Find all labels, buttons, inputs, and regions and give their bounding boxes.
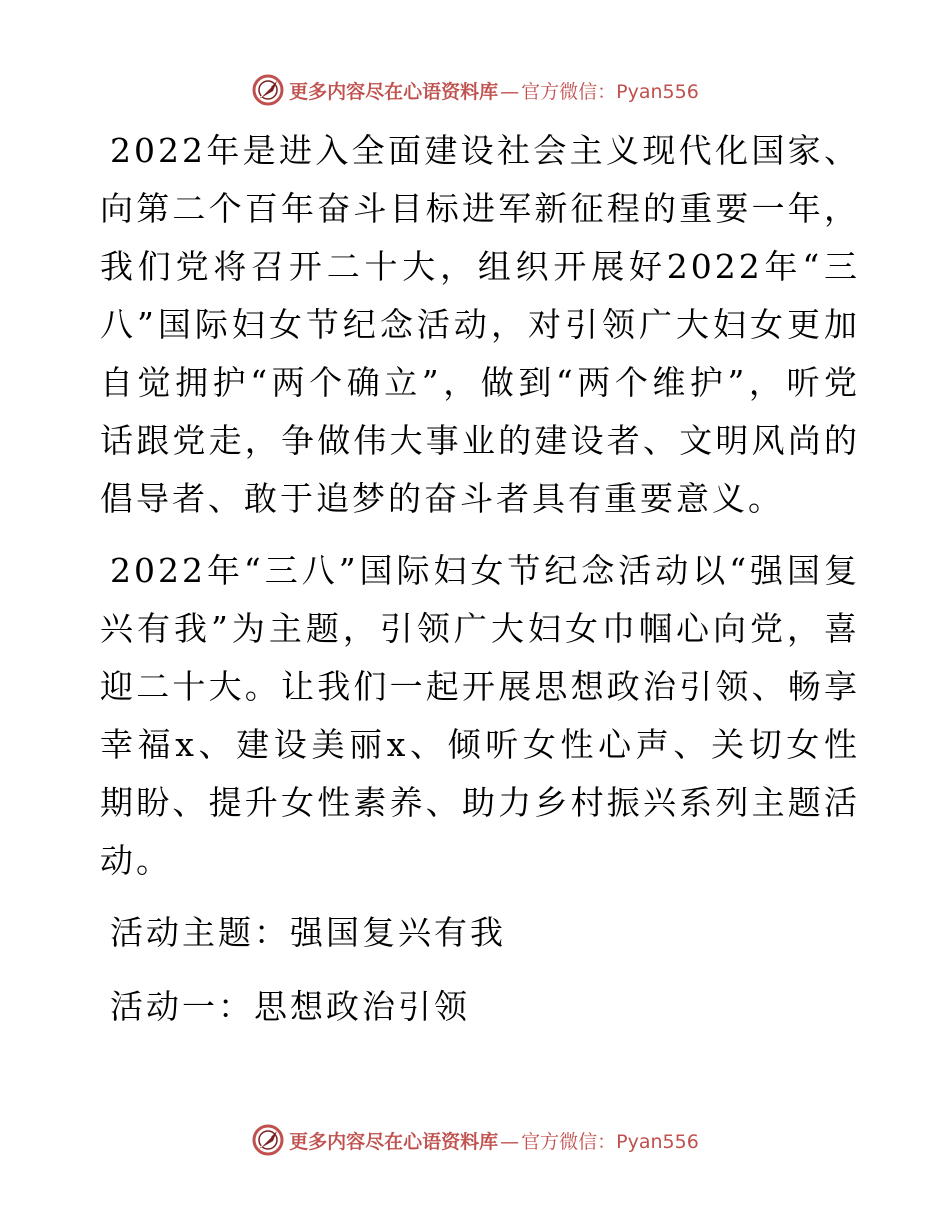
document-body [100,122,860,1052]
quill-logo-icon [251,1123,285,1157]
banner-contact-text: 官方微信：Pyan556 [521,80,699,103]
quill-logo-icon [251,73,285,107]
banner-main-text: 更多内容尽在心语资料库 [289,1130,499,1153]
banner-contact-text: 官方微信：Pyan556 [521,1130,699,1153]
body-paragraph-1: 2022年是进入全面建设社会主义现代化国家、向第二个百年奋斗目标进军新征程的重要一年，我们党将召开二十大，组织开展好2022年“三八”国际妇女节纪念活动，对引领广大妇女更加自觉拥护“两个确立”，做到“两个维护”，听党话跟党走，争做伟大事业的建设者、文明风尚的倡导者、敢于追梦的奋斗者具有重要意义。 [100,131,860,518]
header-watermark-banner [0,70,950,110]
banner-text [289,77,699,104]
banner-separator: — [500,80,520,103]
banner-separator: — [500,1130,520,1153]
activity-one-heading: 活动一：思想政治引领 [110,987,470,1026]
activity-theme-heading: 活动主题：强国复兴有我 [110,913,506,952]
footer-watermark-banner [0,1120,950,1160]
banner-main-text: 更多内容尽在心语资料库 [289,80,499,103]
body-paragraph-2: 2022年“三八”国际妇女节纪念活动以“强国复兴有我”为主题，引领广大妇女巾帼心向党，喜迎二十大。让我们一起开展思想政治引领、畅享幸福x、建设美丽x、倾听女性心声、关切女性期盼、提升女性素养、助力乡村振兴系列主题活动。 [100,551,860,880]
banner-text [289,1127,699,1154]
